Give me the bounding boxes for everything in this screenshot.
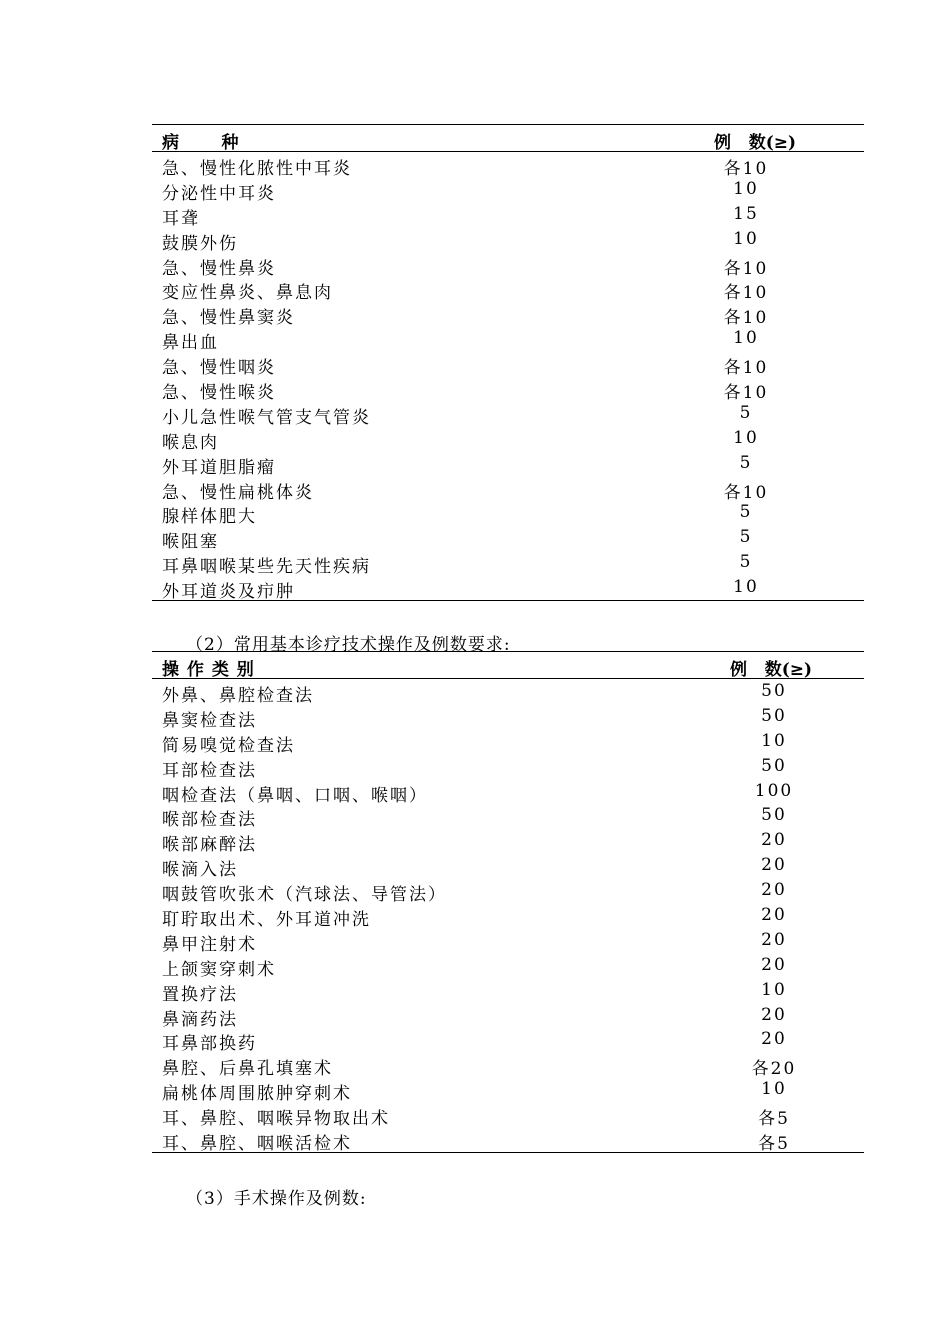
row-count: 10 <box>761 730 787 751</box>
table-row <box>152 803 864 831</box>
table-row <box>152 202 864 227</box>
row-count: 10 <box>733 228 759 249</box>
row-count: 100 <box>754 780 794 801</box>
row-count: 各10 <box>723 159 769 179</box>
row-name: 咽检查法（鼻咽、口咽、喉咽） <box>162 785 428 806</box>
row-count: 5 <box>739 452 753 473</box>
row-count: 20 <box>761 1029 787 1050</box>
row-name: 急、慢性化脓性中耳炎 <box>162 159 352 179</box>
section-3-title: （3）手术操作及例数: <box>186 1189 367 1209</box>
row-name: 耳聋 <box>162 208 200 229</box>
table-row <box>152 177 864 202</box>
table-row <box>152 152 864 177</box>
disease-case-table <box>152 124 864 601</box>
row-name: 急、慢性鼻窦炎 <box>162 308 295 329</box>
table-row <box>152 704 864 729</box>
table-row <box>152 326 864 354</box>
row-name: 简易嗅觉检查法 <box>162 735 295 756</box>
row-count: 20 <box>761 1004 787 1025</box>
row-count: 10 <box>761 1079 787 1100</box>
row-name: 腺样体肥大 <box>162 507 257 528</box>
table-row <box>152 779 864 804</box>
header-count: 例 数(≥) <box>714 133 797 153</box>
header-operation: 操 作 类 别 <box>162 660 255 680</box>
table-row <box>152 351 864 379</box>
row-count: 5 <box>739 502 753 523</box>
row-count: 各10 <box>723 308 769 329</box>
table-row <box>152 679 864 704</box>
row-name: 咽鼓管吹张术（汽球法、导管法） <box>162 885 447 906</box>
row-name: 外耳道炎及疖肿 <box>162 582 295 603</box>
row-count: 各20 <box>751 1059 797 1080</box>
row-name: 置换疗法 <box>162 984 238 1005</box>
table-row <box>152 903 864 931</box>
row-count: 10 <box>761 979 787 1000</box>
table-row <box>152 1077 864 1105</box>
header-disease: 病 种 <box>162 133 240 153</box>
procedure-case-table <box>152 651 864 1153</box>
row-name: 耳、鼻腔、咽喉活检术 <box>162 1134 352 1155</box>
row-count: 20 <box>761 880 787 901</box>
row-count: 各10 <box>723 258 769 279</box>
row-name: 喉部麻醉法 <box>162 835 257 856</box>
table-row <box>152 1052 864 1080</box>
table-row <box>152 754 864 779</box>
table-row <box>152 276 864 304</box>
table-row <box>152 500 864 528</box>
table-row <box>152 476 864 501</box>
row-name: 鼻窦检查法 <box>162 710 257 731</box>
row-name: 外耳道胆脂瘤 <box>162 457 276 478</box>
row-count: 5 <box>739 527 753 548</box>
row-name: 鼻甲注射术 <box>162 934 257 955</box>
section-2-title: （2）常用基本诊疗技术操作及例数要求: <box>186 635 511 655</box>
row-name: 扁桃体周围脓肿穿刺术 <box>162 1084 352 1105</box>
table-row <box>152 878 864 906</box>
table-row <box>152 1102 864 1130</box>
table-row <box>152 451 864 476</box>
table-row <box>152 1003 864 1028</box>
table-header <box>152 652 864 679</box>
table-row <box>152 928 864 953</box>
row-name: 外鼻、鼻腔检查法 <box>162 686 314 706</box>
row-count: 20 <box>761 855 787 876</box>
table-row <box>152 978 864 1003</box>
row-name: 鼻腔、后鼻孔填塞术 <box>162 1059 333 1080</box>
table-row <box>152 401 864 426</box>
row-name: 耳鼻部换药 <box>162 1034 257 1055</box>
table-row <box>152 550 864 578</box>
table-row <box>152 227 864 252</box>
row-name: 变应性鼻炎、鼻息肉 <box>162 283 333 304</box>
table-row <box>152 575 864 603</box>
table-row <box>152 376 864 404</box>
table-body <box>152 152 864 603</box>
row-name: 耳鼻咽喉某些先天性疾病 <box>162 557 371 578</box>
row-count: 各10 <box>723 482 769 503</box>
row-name: 喉息肉 <box>162 432 219 453</box>
row-count: 5 <box>739 552 753 573</box>
row-count: 20 <box>761 929 787 950</box>
table-row <box>152 729 864 754</box>
row-name: 小儿急性喉气管支气管炎 <box>162 407 371 428</box>
row-name: 分泌性中耳炎 <box>162 183 276 204</box>
row-name: 上颌窦穿刺术 <box>162 959 276 980</box>
row-count: 50 <box>761 705 787 726</box>
row-name: 急、慢性扁桃体炎 <box>162 482 314 503</box>
row-name: 急、慢性喉炎 <box>162 383 276 404</box>
row-name: 耳、鼻腔、咽喉异物取出术 <box>162 1109 390 1130</box>
table-row <box>152 525 864 553</box>
table-row <box>152 953 864 978</box>
row-count: 10 <box>733 328 759 349</box>
row-name: 喉阻塞 <box>162 532 219 553</box>
row-name: 急、慢性咽炎 <box>162 358 276 379</box>
row-name: 耵聍取出术、外耳道冲洗 <box>162 910 371 931</box>
row-name: 鼓膜外伤 <box>162 233 238 254</box>
row-count: 各10 <box>723 383 769 404</box>
row-name: 喉滴入法 <box>162 860 238 881</box>
row-count: 各5 <box>758 1109 790 1130</box>
header-count: 例 数(≥) <box>730 660 813 680</box>
table-row <box>152 853 864 881</box>
row-count: 50 <box>761 681 787 701</box>
table-row <box>152 1027 864 1055</box>
row-count: 各10 <box>723 358 769 379</box>
row-count: 20 <box>761 954 787 975</box>
row-name: 鼻出血 <box>162 333 219 354</box>
row-count: 5 <box>739 402 753 423</box>
table-row <box>152 301 864 329</box>
row-name: 耳部检查法 <box>162 760 257 781</box>
table-row <box>152 1127 864 1155</box>
row-count: 10 <box>733 577 759 598</box>
row-count: 15 <box>733 203 759 224</box>
table-row <box>152 252 864 277</box>
row-name: 喉部检查法 <box>162 810 257 831</box>
table-row <box>152 828 864 856</box>
row-count: 10 <box>733 178 759 199</box>
table-body <box>152 679 864 1155</box>
row-count: 10 <box>733 427 759 448</box>
row-name: 急、慢性鼻炎 <box>162 258 276 279</box>
row-count: 20 <box>761 830 787 851</box>
row-count: 各5 <box>758 1134 790 1155</box>
row-name: 鼻滴药法 <box>162 1009 238 1030</box>
row-count: 各10 <box>723 283 769 304</box>
row-count: 20 <box>761 905 787 926</box>
table-row <box>152 426 864 451</box>
row-count: 50 <box>761 805 787 826</box>
table-header <box>152 125 864 152</box>
row-count: 50 <box>761 755 787 776</box>
